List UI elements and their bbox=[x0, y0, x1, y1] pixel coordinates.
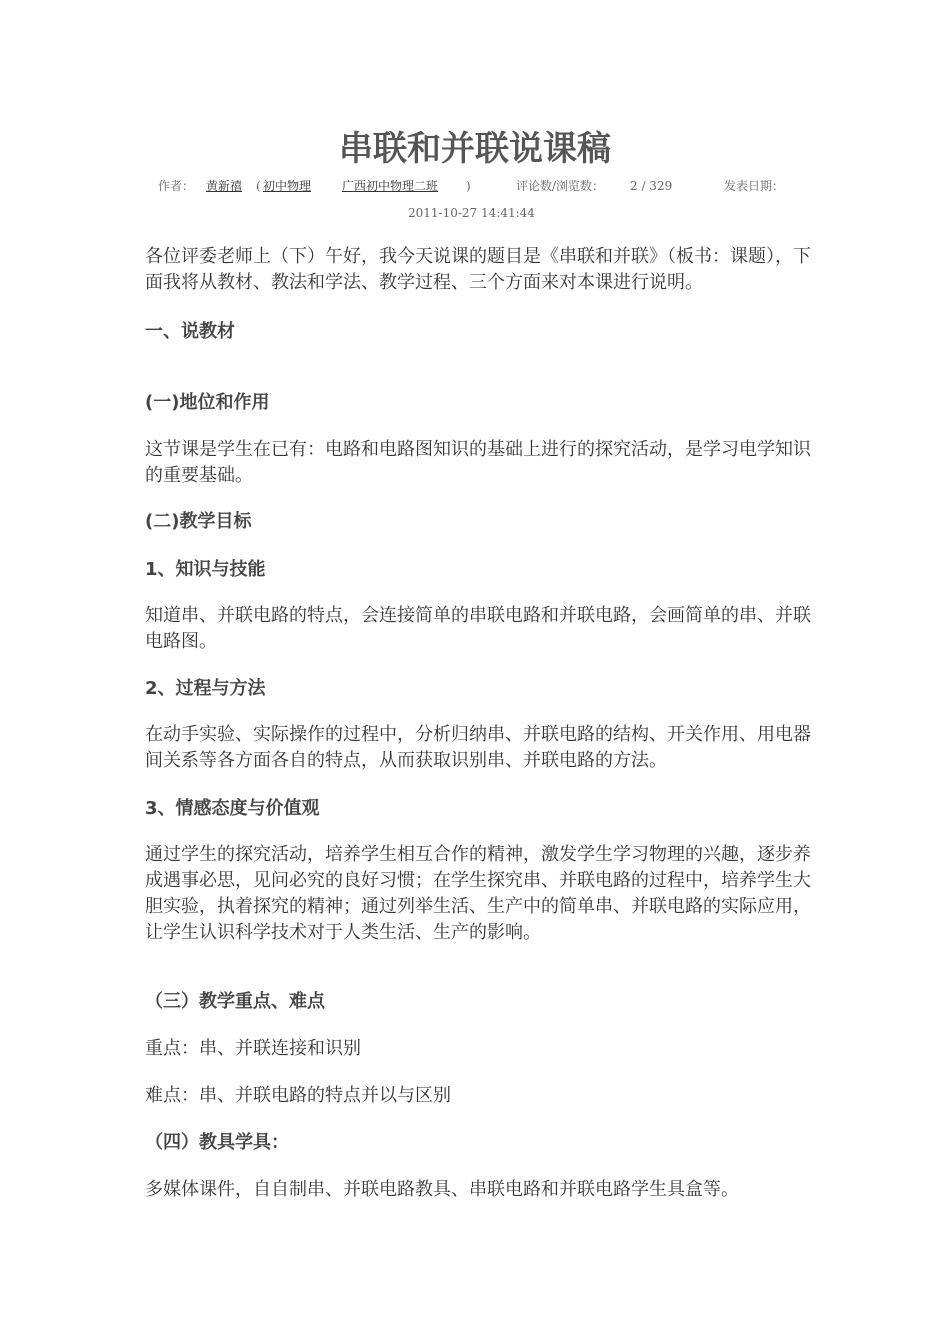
subsection-heading: （四）教具学具： bbox=[145, 1132, 289, 1153]
page-title: 串联和并联说课稿 bbox=[339, 129, 611, 169]
category-link[interactable]: 初中物理 bbox=[263, 179, 312, 193]
publish-date: 2011-10-27 14:41:44 bbox=[408, 206, 535, 220]
item-heading: 1、知识与技能 bbox=[145, 559, 266, 580]
item-heading: 2、过程与方法 bbox=[145, 678, 266, 699]
group-link[interactable]: 广西初中物理二班 bbox=[342, 179, 439, 193]
subsection-heading: (二)教学目标 bbox=[145, 511, 252, 532]
category-open-paren: ( bbox=[256, 179, 261, 193]
paragraph: 这节课是学生在已有：电路和电路图知识的基础上进行的探究活动，是学习电学知识的重要基础。 bbox=[145, 439, 811, 486]
category-close-paren: ) bbox=[466, 179, 471, 193]
date-label: 发表日期： bbox=[724, 179, 785, 193]
paragraph: 多媒体课件，自自制串、并联电路教具、串联电路和并联电路学生具盒等。 bbox=[145, 1179, 739, 1200]
paragraph: 在动手实验、实际操作的过程中，分析归纳串、并联电路的结构、开关作用、用电器间关系等各方面各自的特点，从而获取识别串、并联电路的方法。 bbox=[145, 724, 811, 771]
key-point: 重点：串、并联连接和识别 bbox=[145, 1038, 361, 1059]
paragraph: 知道串、并联电路的特点，会连接简单的串联电路和并联电路，会画简单的串、并联电路图。 bbox=[145, 605, 811, 652]
stats-value: 2 / 329 bbox=[630, 179, 673, 193]
section-heading: 一、说教材 bbox=[145, 321, 235, 342]
stats-label: 评论数/浏览数： bbox=[516, 179, 605, 193]
intro-paragraph: 各位评委老师上（下）午好，我今天说课的题目是《串联和并联》（板书：课题），下面我将从教材、教法和学法、教学过程、三个方面来对本课进行说明。 bbox=[145, 246, 811, 293]
subsection-heading: (一)地位和作用 bbox=[145, 392, 270, 413]
author-link[interactable]: 黄新禧 bbox=[206, 179, 243, 193]
paragraph: 通过学生的探究活动，培养学生相互合作的精神，激发学生学习物理的兴趣，逐步养成遇事必思，见问必究的良好习惯；在学生探究串、并联电路的过程中，培养学生大胆实验，执着探究的精神；通过列举生活、生产中的简单串、并联电路的实际应用，让学生认识科学技术对于人类生活、生产的影响。 bbox=[145, 844, 811, 943]
item-heading: 3、情感态度与价值观 bbox=[145, 798, 320, 819]
author-label: 作者： bbox=[158, 179, 195, 193]
difficult-point: 难点：串、并联电路的特点并以与区别 bbox=[145, 1085, 451, 1106]
subsection-heading: （三）教学重点、难点 bbox=[145, 991, 325, 1012]
